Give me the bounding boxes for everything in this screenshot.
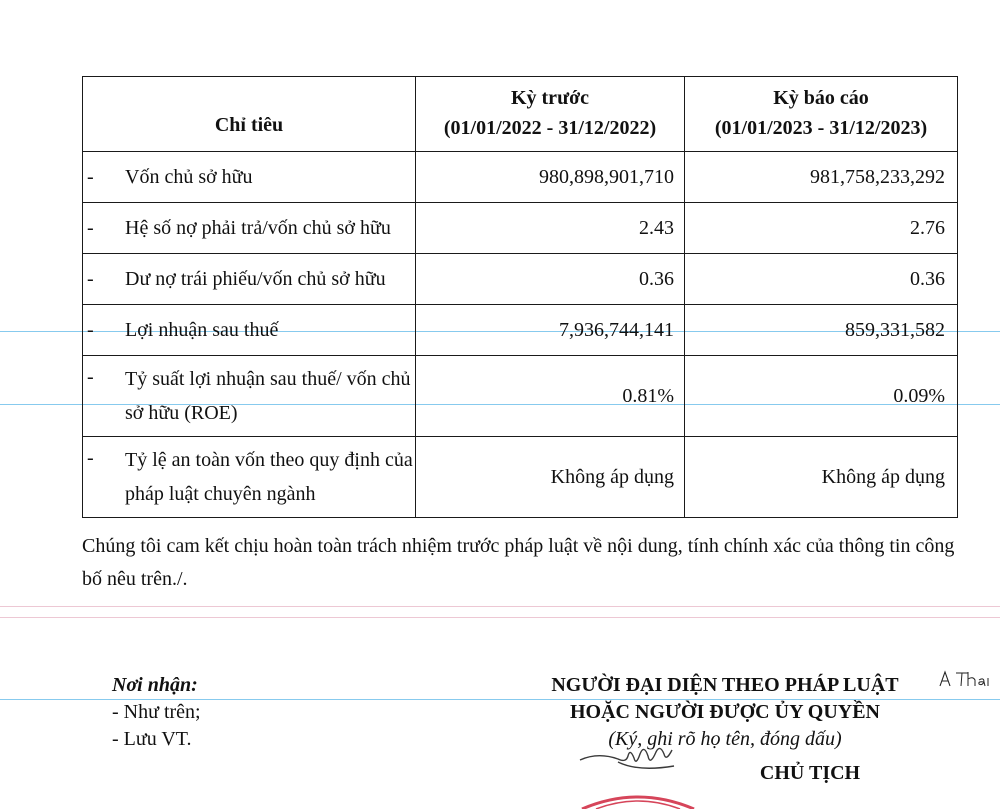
row-label: Tỷ suất lợi nhuận sau thuế/ vốn chủ sở hữu (ROE) [115,356,416,437]
prior-period-dates: (01/01/2022 - 31/12/2022) [443,117,657,139]
recipient-item: - Như trên; [112,701,201,723]
row-label: Vốn chủ sở hữu [115,152,416,203]
row-label: Hệ số nợ phải trả/vốn chủ sở hữu [115,203,416,254]
signatory-title-line1: NGƯỜI ĐẠI DIỆN THEO PHÁP LUẬT [551,674,899,696]
handwritten-note [938,668,990,690]
report-value: 981,758,233,292 [685,152,958,203]
report-value: Không áp dụng [685,437,958,518]
company-stamp [578,793,698,809]
report-period-dates: (01/01/2023 - 31/12/2023) [714,117,928,139]
signatory-title-line2: HOẶC NGƯỜI ĐƯỢC ỦY QUYỀN [570,701,880,723]
scan-line [0,606,1000,607]
table-row [83,254,958,305]
header-indicator: Chỉ tiêu [83,77,416,152]
row-dash: - [83,437,116,518]
report-value: 0.36 [685,254,958,305]
recipient-item: - Lưu VT. [112,728,192,750]
row-dash: - [83,152,116,203]
row-dash: - [83,305,116,356]
row-dash: - [83,356,116,437]
report-value: 0.09% [685,356,958,437]
table-row [83,203,958,254]
report-table [82,76,958,518]
header-report-period [685,77,958,152]
row-label: Lợi nhuận sau thuế [115,305,416,356]
prior-value: 7,936,744,141 [416,305,685,356]
report-value: 859,331,582 [685,305,958,356]
scan-line [0,617,1000,618]
table-row [83,305,958,356]
table-header-row [83,77,958,152]
table-row [83,356,958,437]
row-dash: - [83,254,116,305]
commitment-statement: Chúng tôi cam kết chịu hoàn toàn trách nhiệm trước pháp luật về nội dung, tính chính xác của thông tin công bố nêu trên./. [82,535,955,590]
recipients-block [112,672,201,753]
prior-value: 0.36 [416,254,685,305]
prior-period-title: Kỳ trước [510,87,590,109]
row-label: Dư nợ trái phiếu/vốn chủ sở hữu [115,254,416,305]
prior-value: Không áp dụng [416,437,685,518]
prior-value: 2.43 [416,203,685,254]
table-row [83,152,958,203]
signatory-role: CHỦ TỊCH [759,762,861,784]
row-label: Tỷ lệ an toàn vốn theo quy định của pháp luật chuyên ngành [115,437,416,518]
row-dash: - [83,203,116,254]
prior-value: 0.81% [416,356,685,437]
report-period-title: Kỳ báo cáo [773,87,869,109]
prior-value: 980,898,901,710 [416,152,685,203]
signature-instruction: (Ký, ghi rõ họ tên, đóng dấu) [608,728,842,750]
signature [578,742,688,778]
header-prior-period [416,77,685,152]
report-value: 2.76 [685,203,958,254]
recipients-title: Nơi nhận: [112,674,198,696]
table-row [83,437,958,518]
